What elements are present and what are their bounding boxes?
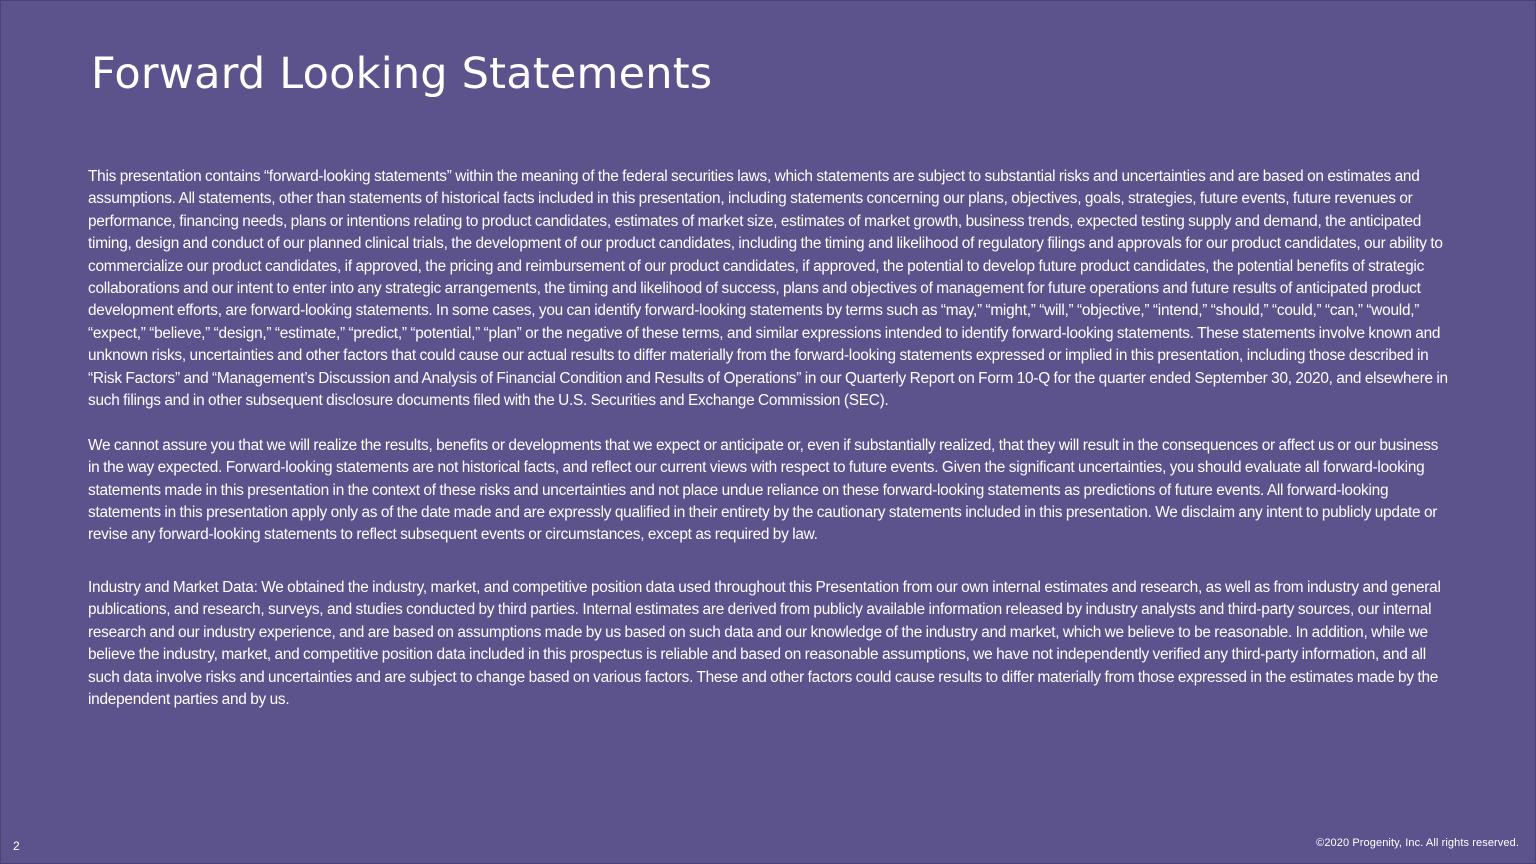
- copyright-notice: ©2020 Progenity, Inc. All rights reserved.: [1316, 837, 1519, 849]
- page-number: 2: [13, 839, 20, 853]
- assurance-disclaimer-paragraph: We cannot assure you that we will realize the results, benefits or developments that we expect or anticipate or, even if substantially realized, that they will result in the consequences or affect us or our business in the way expected. Forward-looking statements are not historical facts, and reflect our current views with respect to future events. Given the significant uncertainties, you should evaluate all forward-looking statements made in this presentation in the context of these risks and uncertainties and not place undue reliance on these forward-looking statements as predictions of future events. All forward-looking statements in this presentation apply only as of the date made and are expressly qualified in their entirety by the cautionary statements included in this presentation. We disclaim any intent to publicly update or revise any forward-looking statements to reflect subsequent events or circumstances, except as required by law.: [88, 436, 1439, 544]
- forward-looking-statements-paragraph: This presentation contains “forward-looking statements” within the meaning of the federal securities laws, which statements are subject to substantial risks and uncertainties and are based on estimates and assumptions. All statements, other than statements of historical facts included in this presentation, including statements concerning our plans, objectives, goals, strategies, future events, future revenues or performance, financing needs, plans or intentions relating to product candidates, estimates of market size, estimates of market growth, business trends, expected testing supply and demand, the anticipated timing, design and conduct of our planned clinical trials, the development of our product candidates, including the timing and likelihood of regulatory filings and approvals for our product candidates, our ability to commercialize our product candidates, if approved, the pricing and reimbursement of our product candidates, if approved, the potential to develop future product candidates, the potential benefits of strategic collaborations and our intent to enter into any strategic arrangements, the timing and likelihood of success, plans and objectives of management for future operations and future results of anticipated product development efforts, are forward-looking statements. In some cases, you can identify forward-looking statements by terms such as “may,” “might,” “will,” “objective,” “intend,” “should,” “could,” “can,” “would,” “expect,” “believe,” “design,” “estimate,” “predict,” “potential,” “plan” or the negative of these terms, and similar expressions intended to identify forward-looking statements. These statements involve known and unknown risks, uncertainties and other factors that could cause our actual results to differ materially from the forward-looking statements expressed or implied in this presentation, including those described in “Risk Factors” and “Management’s Discussion and Analysis of Financial Condition and Results of Operations” in our Quarterly Report on Form 10-Q for the quarter ended September 30, 2020, and elsewhere in such filings and in other subsequent disclosure documents filed with the U.S. Securities and Exchange Commission (SEC).: [88, 168, 1448, 410]
- industry-market-data-paragraph: Industry and Market Data: We obtained the industry, market, and competitive position data used throughout this Presentation from our own internal estimates and research, as well as from industry and general publications, and research, surveys, and studies conducted by third parties. Internal estimates are derived from publicly available information released by industry analysts and third-party sources, our internal research and our industry experience, and are based on assumptions made by us based on such data and our knowledge of the industry and market, which we believe to be reasonable. In addition, while we believe the industry, market, and competitive position data included in this prospectus is reliable and based on reasonable assumptions, we have not independently verified any third-party information, and all such data involve risks and uncertainties and are subject to change based on various factors. These and other factors could cause results to differ materially from those expressed in the estimates made by the independent parties and by us.: [88, 578, 1441, 708]
- slide-body: [88, 166, 1450, 711]
- slide-title: Forward Looking Statements: [91, 49, 713, 99]
